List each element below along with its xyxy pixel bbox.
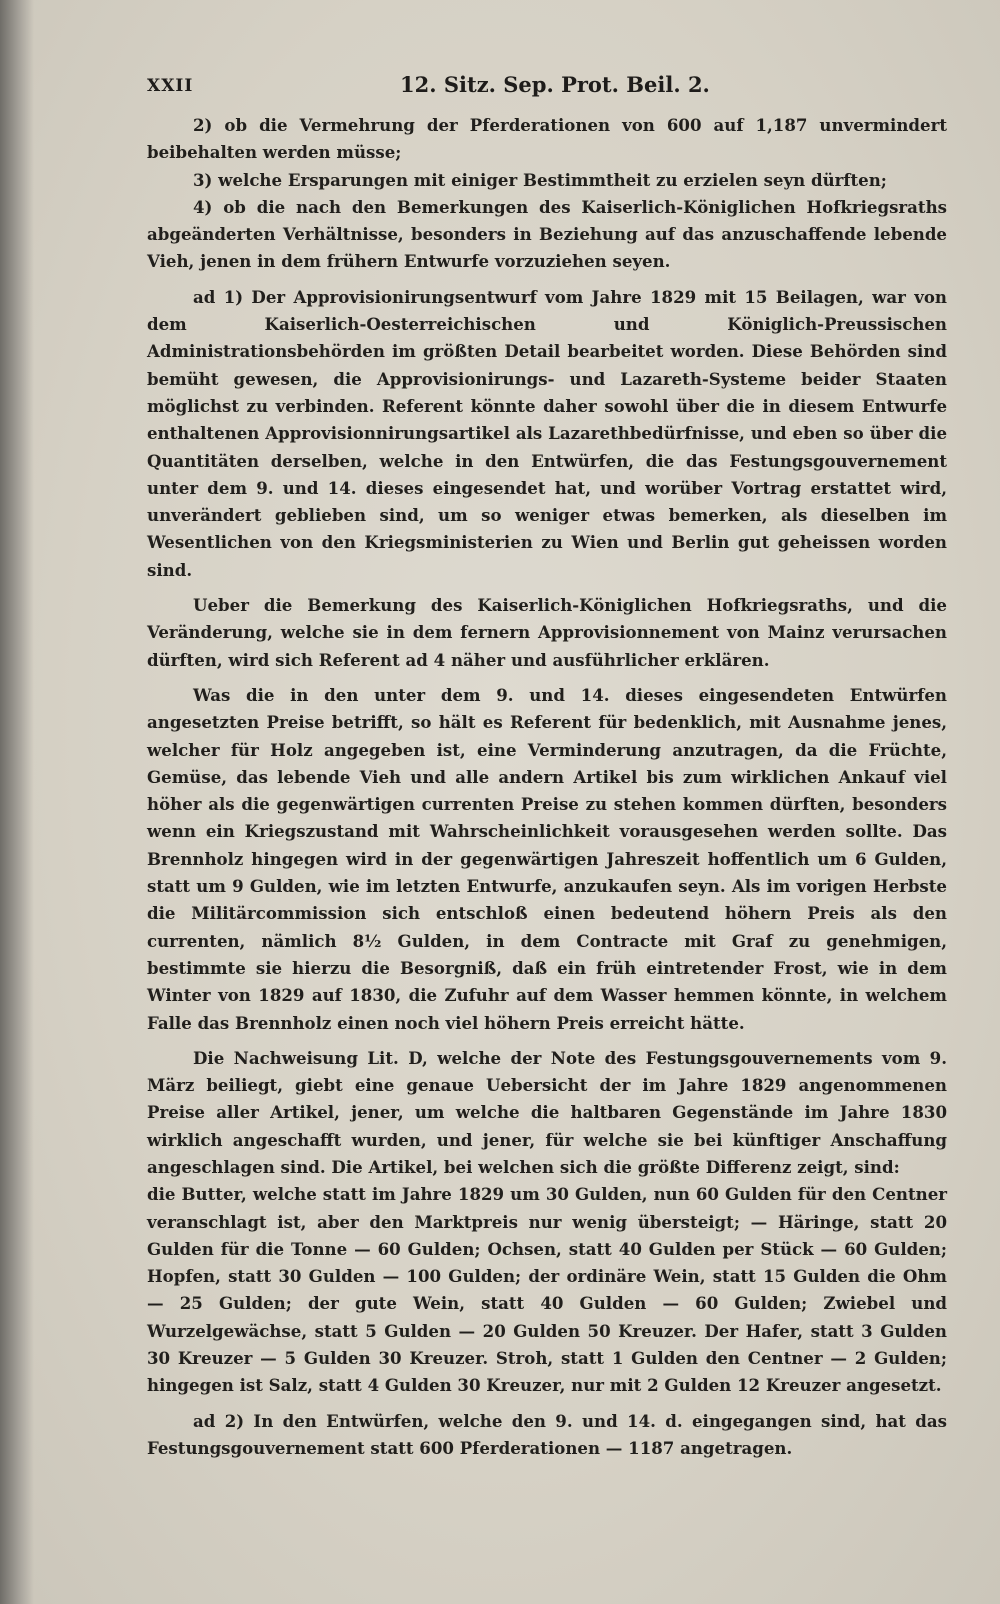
- paragraph-artikel-differenz: die Butter, welche statt im Jahre 1829 um 30 Gulden, nun 60 Gulden für den Centner veranschlagt ist, aber den Marktpreis nur wenig übersteigt; — Häringe, statt 20 Gulden für die Tonne — 60 Gulden; Ochsen, statt 40 Gulden per Stück — 60 Gulden; Hopfen, statt 30 Gulden — 100 Gulden; der ordinäre Wein, statt 15 Gulden die Ohm — 25 Gulden; der gute Wein, statt 40 Gulden — 60 Gulden; Zwiebel und Wurzelgewächse, statt 5 Gulden — 20 Gulden 50 Kreuzer. Der Hafer, statt 3 Gulden 30 Kreuzer — 5 Gulden 30 Kreuzer. Stroh, statt 1 Gulden den Centner — 2 Gulden; hingegen ist Salz, statt 4 Gulden 30 Kreuzer, nur mit 2 Gulden 12 Kreuzer angesetzt.: [147, 1184, 947, 1396]
- running-head: 12. Sitz. Sep. Prot. Beil. 2.: [400, 72, 710, 97]
- body-text: [147, 112, 947, 1462]
- paragraph-nachweisung: Die Nachweisung Lit. D, welche der Note des Festungsgouvernements vom 9. März beiliegt, giebt eine genaue Uebersicht der im Jahre 1829 angenommenen Preise aller Artikel, jener, um welche die haltbaren Gegenstände im Jahre 1830 wirklich angeschafft wurden, und jener, für welche sie bei künftiger Anschaffung angeschlagen sind. Die Artikel, bei welchen sich die größte Differenz zeigt, sind:: [147, 1047, 947, 1177]
- paragraph-preise: Was die in den unter dem 9. und 14. dieses eingesendeten Entwürfen angesetzten Preise betrifft, so hält es Referent für bedenklich, mit Ausnahme jenes, welcher für Holz angegeben ist, eine Verminderung anzutragen, da die Früchte, Gemüse, das lebende Vieh und alle andern Artikel bis zum wirklichen Ankauf viel höher als die gegenwärtigen currenten Preise zu stehen kommen dürften, besonders wenn ein Kriegszustand mit Wahrscheinlichkeit vorausgesehen werden sollte. Das Brennholz hingegen wird in der gegenwärtigen Jahreszeit hoffentlich um 6 Gulden, statt um 9 Gulden, wie im letzten Entwurfe, anzukaufen seyn. Als im vorigen Herbste die Militärcommission sich entschloß einen bedeutend höhern Preis als den currenten, nämlich 8½ Gulden, in dem Contracte mit Graf zu genehmigen, bestimmte sie hierzu die Besorgniß, daß ein früh eintretender Frost, wie in dem Winter von 1829 auf 1830, die Zufuhr auf dem Wasser hemmen könnte, in welchem Falle das Brennholz einen noch viel höhern Preis erreicht hätte.: [147, 684, 947, 1033]
- page-header: [147, 72, 947, 106]
- paragraph-ad-2: ad 2) In den Entwürfen, welche den 9. und 14. d. eingegangen sind, hat das Festungsgouvernement statt 600 Pferderationen — 1187 angetragen.: [147, 1410, 947, 1458]
- page-binding-edge: [0, 0, 34, 1604]
- paragraph-item-4: 4) ob die nach den Bemerkungen des Kaiserlich-Königlichen Hofkriegsraths abgeänderten Verhältnisse, besonders in Beziehung auf das anzuschaffende lebende Vieh, jenen in dem frühern Entwurfe vorzuziehen seyen.: [147, 196, 947, 272]
- paragraph-item-2: 2) ob die Vermehrung der Pferderationen von 600 auf 1,187 unvermindert beibehalten werden müsse;: [147, 115, 947, 163]
- paragraph-hofkriegsrath: Ueber die Bemerkung des Kaiserlich-Königlichen Hofkriegsraths, und die Veränderung, welche sie in dem fernern Approvisionnement von Mainz verursachen dürften, wird sich Referent ad 4 näher und ausführlicher erklären.: [147, 595, 947, 670]
- paragraph-ad-1: ad 1) Der Approvisionirungsentwurf vom Jahre 1829 mit 15 Beilagen, war von dem Kaiserlich-Oesterreichischen und Königlich-Preussischen Administrationsbehörden im größten Detail bearbeitet worden. Diese Behörden sind bemüht gewesen, die Approvisionirungs- und Lazareth-Systeme beider Staaten möglichst zu verbinden. Referent könnte daher sowohl über die in diesem Entwurfe enthaltenen Approvisionnirungsartikel als Lazarethbedürfnisse, und eben so über die Quantitäten derselben, welche in den Entwürfen, die das Festungsgouvernement unter dem 9. und 14. dieses eingesendet hat, und worüber Vortrag erstattet wird, unverändert geblieben sind, um so weniger etwas bemerken, als dieselben im Wesentlichen von den Kriegsministerien zu Wien und Berlin gut geheissen worden sind.: [147, 286, 947, 580]
- page-number: XXII: [147, 76, 194, 96]
- paragraph-item-3: 3) welche Ersparungen mit einiger Bestimmtheit zu erzielen seyn dürften;: [193, 169, 887, 190]
